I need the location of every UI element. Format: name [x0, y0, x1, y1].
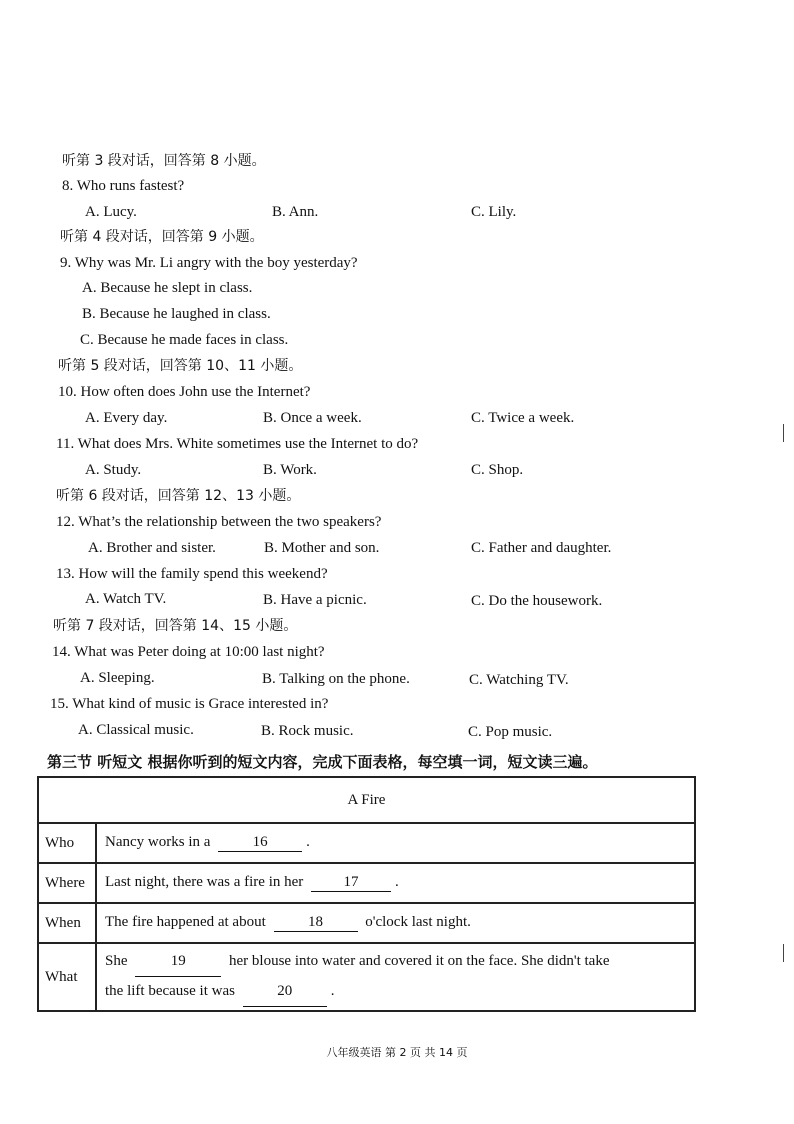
- option-a: A. Brother and sister.: [88, 540, 216, 556]
- row-content: [96, 903, 695, 943]
- question-14: 14. What was Peter doing at 10:00 last night?: [52, 644, 325, 660]
- row-text: o'clock last night.: [365, 914, 471, 930]
- row-text: Nancy works in a: [105, 834, 211, 850]
- row-label: Who: [38, 823, 96, 863]
- option-b: B. Mother and son.: [264, 540, 380, 556]
- row-text: The fire happened at about: [105, 914, 266, 930]
- option-b: B. Because he laughed in class.: [82, 306, 271, 322]
- option-b: B. Have a picnic.: [263, 592, 367, 608]
- table-title: A Fire: [38, 777, 695, 823]
- dialogue-header: 听第 5 段对话，回答第 10、11 小题。: [58, 358, 303, 374]
- question-11: 11. What does Mrs. White sometimes use the Internet to do?: [56, 436, 419, 452]
- question-15: 15. What kind of music is Grace interested in?: [50, 696, 329, 712]
- row-content: [96, 863, 695, 903]
- option-a: A. Every day.: [85, 410, 168, 426]
- option-c: C. Father and daughter.: [471, 540, 612, 556]
- row-label: Where: [38, 863, 96, 903]
- option-c: C. Twice a week.: [471, 410, 575, 426]
- option-b: B. Rock music.: [261, 723, 354, 739]
- blank-16: 16: [218, 834, 302, 852]
- page-footer: 八年级英语 第 2 页 共 14 页: [326, 1046, 468, 1059]
- option-a: A. Classical music.: [78, 722, 194, 738]
- section-3-instructions: 第三节 听短文 根据你听到的短文内容，完成下面表格，每空填一词，短文读三遍。: [47, 753, 598, 771]
- question-8: 8. Who runs fastest?: [62, 178, 185, 194]
- option-a: A. Because he slept in class.: [82, 280, 253, 296]
- option-c: C. Shop.: [471, 462, 524, 478]
- table-row: [38, 943, 695, 1011]
- blank-20: 20: [243, 977, 327, 1007]
- option-c: C. Watching TV.: [469, 672, 569, 688]
- scan-mark: [783, 944, 784, 962]
- dialogue-header: 听第 7 段对话，回答第 14、15 小题。: [53, 618, 298, 634]
- question-13: 13. How will the family spend this weekend?: [56, 566, 328, 582]
- row-text: She: [105, 953, 128, 969]
- option-a: A. Lucy.: [85, 204, 137, 220]
- option-b: B. Once a week.: [263, 410, 362, 426]
- row-text: .: [306, 834, 310, 850]
- row-text: the lift because it was: [105, 983, 235, 999]
- option-a: A. Sleeping.: [80, 670, 155, 686]
- option-b: B. Work.: [263, 462, 317, 478]
- dialogue-header: 听第 4 段对话，回答第 9 小题。: [60, 229, 264, 245]
- option-c: C. Lily.: [471, 204, 517, 220]
- option-c: C. Do the housework.: [471, 593, 603, 609]
- blank-17: 17: [311, 874, 391, 892]
- table-row: [38, 903, 695, 943]
- row-text: .: [395, 874, 399, 890]
- dialogue-header: 听第 3 段对话，回答第 8 小题。: [62, 153, 266, 169]
- option-c: C. Because he made faces in class.: [80, 332, 289, 348]
- row-content: [96, 823, 695, 863]
- table-row: [38, 823, 695, 863]
- question-12: 12. What’s the relationship between the two speakers?: [56, 514, 382, 530]
- option-a: A. Watch TV.: [85, 591, 167, 607]
- dialogue-header: 听第 6 段对话，回答第 12、13 小题。: [56, 488, 301, 504]
- option-b: B. Ann.: [272, 204, 319, 220]
- option-a: A. Study.: [85, 462, 142, 478]
- row-content: [96, 943, 695, 1011]
- row-text: .: [330, 983, 335, 999]
- option-b: B. Talking on the phone.: [262, 671, 410, 687]
- row-label: What: [38, 943, 96, 1011]
- row-label: When: [38, 903, 96, 943]
- blank-19: 19: [135, 947, 221, 977]
- table-row: [38, 863, 695, 903]
- question-9: 9. Why was Mr. Li angry with the boy yesterday?: [60, 255, 358, 271]
- scan-mark: [783, 424, 784, 442]
- blank-18: 18: [274, 914, 358, 932]
- row-text: her blouse into water and covered it on the face. She didn't take: [229, 953, 610, 969]
- fire-table: [37, 776, 696, 1012]
- option-c: C. Pop music.: [468, 724, 553, 740]
- question-10: 10. How often does John use the Internet?: [58, 384, 311, 400]
- row-text: Last night, there was a fire in her: [105, 874, 304, 890]
